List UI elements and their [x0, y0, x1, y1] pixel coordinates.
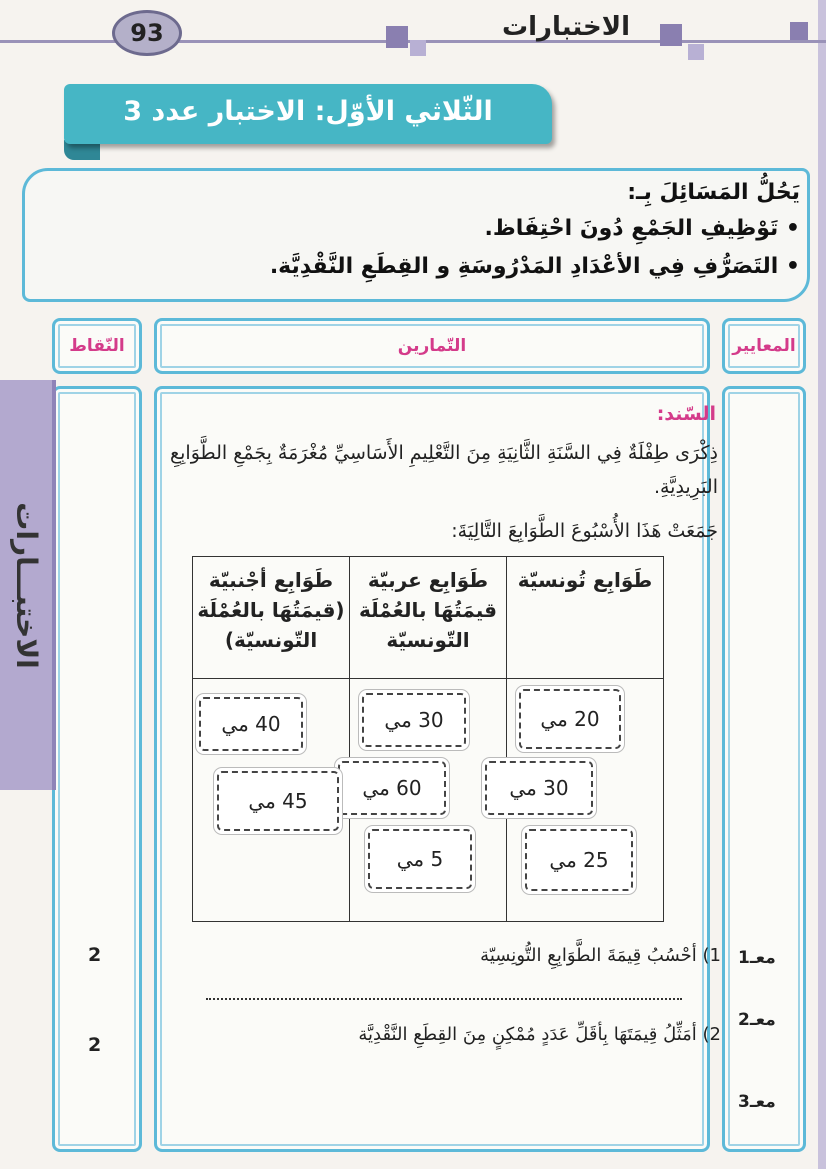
test-banner	[64, 84, 552, 144]
header-square	[688, 44, 704, 60]
question-1-criterion: معـ1	[738, 948, 776, 968]
header-square	[790, 22, 808, 40]
context-paragraph: ذِكْرَى طِفْلَةٌ فِي السَّنَةِ الثَّانِيَةِ مِنَ التَّعْلِيمِ الأَسَاسِيِّ مُغْرَمَةٌ بِجَمْعِ الطَّوَابِعِ البَرِيدِيَّةِ.	[170, 442, 718, 498]
question-2: 2) أمَثِّلُ قِيمَتَهَا بِأقَلِّ عَدَدٍ مُمْكِنٍ مِنَ القِطَعِ النَّقْدِيَّة	[358, 1024, 721, 1045]
criteria-header-label: المعايير	[732, 336, 796, 356]
question-2-points: 2	[88, 1034, 102, 1056]
question-1: 1) أحْسُبُ قِيمَةَ الطَّوَابِعِ التُّونِسِيّة	[480, 945, 721, 966]
stamp: 25 مي	[525, 829, 633, 891]
page-edge-strip	[818, 0, 826, 1169]
tunisian-stamps-cell	[507, 679, 664, 922]
header-square	[660, 24, 682, 46]
banner-title: الثّلاثي الأوّل: الاختبار عدد 3	[123, 96, 493, 127]
exercises-header-label: التّمارين	[397, 336, 467, 356]
sanad-label: السّند:	[656, 403, 716, 425]
answer-line	[206, 998, 682, 1000]
criteria-column	[722, 386, 806, 1152]
stamp: 30 مي	[485, 761, 593, 815]
stamp: 5 مي	[368, 829, 472, 889]
exercises-header	[154, 318, 710, 374]
stamp: 30 مي	[362, 693, 466, 747]
side-tab-label: الاختبـــارات	[9, 501, 43, 669]
table-header-foreign: طَوَابِع أجْنبيّة (قيمَتُهَا بالعُمْلَة التّونسيّة)	[193, 557, 350, 679]
foreign-stamps-cell	[193, 679, 350, 922]
stamp: 40 مي	[199, 697, 303, 751]
objectives-intro: يَحُلُّ المَسَائِلَ بِـ:	[627, 180, 800, 205]
header-square	[410, 40, 426, 56]
criterion-3: معـ3	[738, 1092, 776, 1112]
table-header-arab: طَوَابِع عربيّة قيمَتُهَا بالعُمْلَة التّونسيّة	[350, 557, 507, 679]
page-number: 93	[112, 10, 182, 56]
page-title: الاختبارات	[501, 12, 630, 42]
stamp: 60 مي	[338, 761, 446, 815]
side-tab-label-wrap	[0, 380, 52, 790]
stamp: 20 مي	[519, 689, 621, 749]
question-2-criterion: معـ2	[738, 1010, 776, 1030]
context-paragraph-2: جَمَعَتْ هَذَا الأُسْبُوعَ الطَّوَابِعَ التَّالِيَةَ:	[451, 520, 718, 542]
objective-item: • تَوْظِيفِ الجَمْعِ دُونَ احْتِفَاظ.	[484, 216, 800, 241]
stamp: 45 مي	[217, 771, 339, 831]
points-header-label: النّقاط	[69, 336, 125, 356]
table-header-tunisian: طَوَابِع تُونسيّة	[507, 557, 664, 679]
criteria-header	[722, 318, 806, 374]
header-square	[386, 26, 408, 48]
points-header	[52, 318, 142, 374]
question-1-points: 2	[88, 944, 102, 966]
stamps-table	[192, 556, 664, 922]
arab-stamps-cell	[350, 679, 507, 922]
objective-item: • التَصَرُّفِ فِي الأعْدَادِ المَدْرُوسَةِ و القِطَعِ النَّقْدِيَّة.	[269, 254, 800, 279]
